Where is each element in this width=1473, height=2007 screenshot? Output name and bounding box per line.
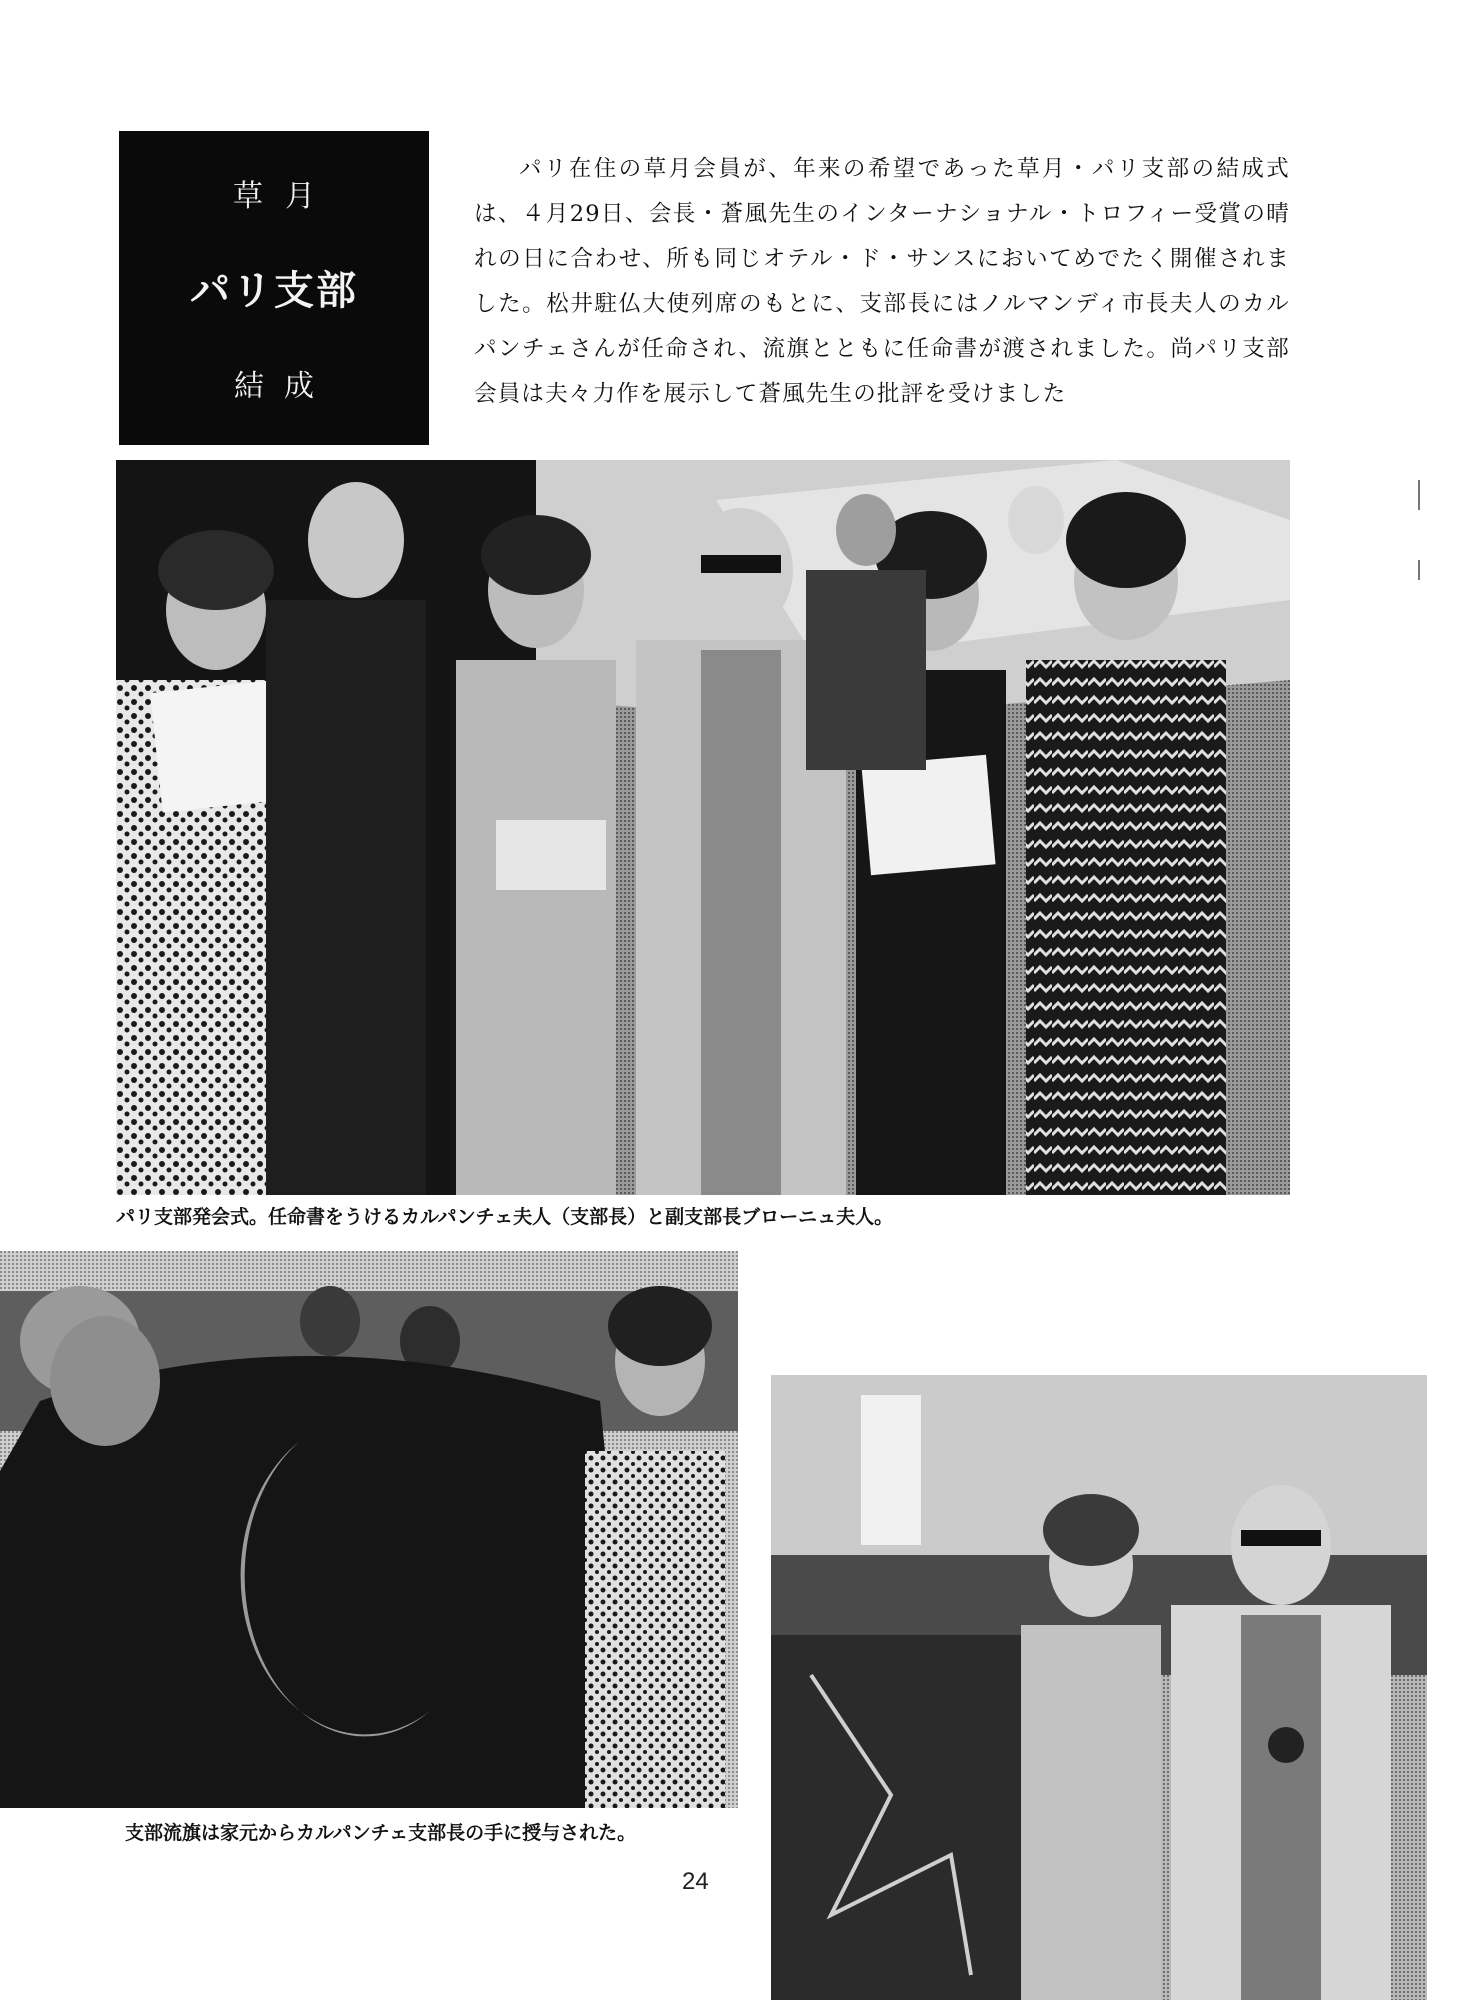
title-line-formation: 結成: [234, 369, 334, 404]
page-number: 24: [682, 1868, 709, 1895]
margin-mark: [1418, 480, 1420, 510]
ceremony-caption: パリ支部発会式。任命書をうけるカルパンチェ夫人（支部長）と副支部長ブローニュ夫人。: [116, 1206, 894, 1228]
intro-paragraph: パリ在住の草月会員が、年来の希望であった草月・パリ支部の結成式は、４月29日、会長・蒼風先生のインターナショナル・トロフィー受賞の晴れの日に合わせ、所も同じオテル・ド・サンスにおいてめでたく開催されました。松井駐仏大使列席のもとに、支部長にはノルマンディ市長夫人のカルパンチェさんが任命され、流旗とともに任命書が渡されました。尚パリ支部会員は夫々力作を展示して蒼風先生の批評を受けました: [474, 156, 1290, 407]
flag-presentation-photo: [0, 1251, 738, 1808]
margin-mark: [1418, 560, 1420, 580]
title-box: [119, 131, 429, 445]
ceremony-photo: [116, 460, 1290, 1195]
title-line-sogetsu: 草月: [233, 179, 337, 214]
exhibition-walk-photo: [771, 1375, 1427, 2000]
flag-caption: 支部流旗は家元からカルパンチェ支部長の手に授与された。: [125, 1822, 637, 1844]
title-line-paris-branch: パリ支部: [190, 268, 358, 314]
